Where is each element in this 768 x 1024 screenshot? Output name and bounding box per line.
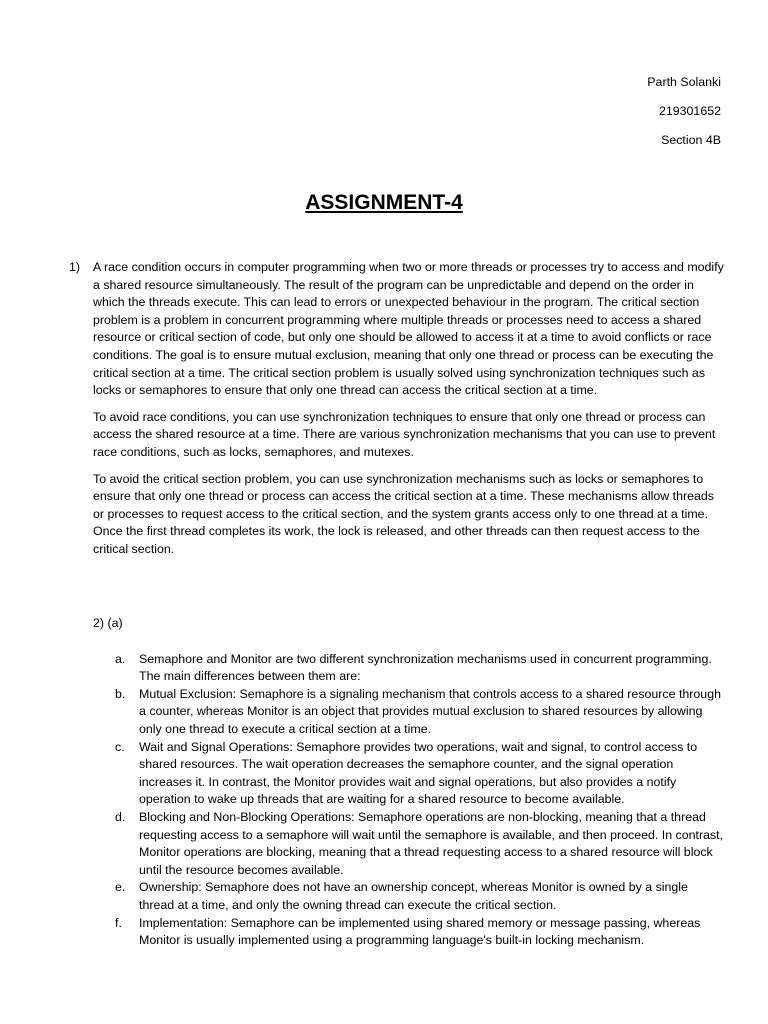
question-2 xyxy=(93,615,725,950)
list-marker: b. xyxy=(115,686,126,701)
question-1-paragraph: A race condition occurs in computer programming when two or more threads or processes try to access and modify a shared resource simultaneously. The result of the program can be unpredictable and depend on the order in which the threads execute. This can lead to errors or unexpected behaviour in the program. The critical section problem is a problem in concurrent programming where multiple threads or processes need to access a shared resource or critical section of code, but only one should be allowed to access it at a time to avoid conflicts or race conditions. The goal is to ensure mutual exclusion, meaning that only one thread or process can be executing the critical section at a time. The critical section problem is usually solved using synchronization techniques such as locks or semaphores to ensure that only one thread can access the critical section at a time. xyxy=(93,260,724,398)
student-id: 219301652 xyxy=(658,104,721,118)
list-item-text: Wait and Signal Operations: Semaphore provides two operations, wait and signal, to control access to shared resources. The wait operation decreases the semaphore counter, and the signal operation increases it. In contrast, the Monitor provides wait and signal operations, but also provides a notify operation to wake up threads that are waiting for a shared resource to become available. xyxy=(139,739,698,807)
question-1-body xyxy=(93,259,725,559)
question-2-label: 2) (a) xyxy=(93,616,123,630)
list-item xyxy=(93,915,725,950)
list-item-text: Ownership: Semaphore does not have an ownership concept, whereas Monitor is owned by a single thread at a time, and only the owning thread can execute the critical section. xyxy=(139,880,688,912)
list-item xyxy=(93,809,725,879)
section-label: Section 4B xyxy=(661,133,721,147)
list-marker: a. xyxy=(115,651,126,666)
question-1-paragraph: To avoid race conditions, you can use synchronization techniques to ensure that only one thread or process can access the shared resource at a time. There are various synchronization mechanisms that you can use to prevent race conditions, such as locks, semaphores, and mutexes. xyxy=(93,409,716,459)
list-item xyxy=(93,686,725,739)
question-1-paragraph: To avoid the critical section problem, you can use synchronization mechanisms such as locks or semaphores to ensure that only one thread or process can access the critical section at a time. These mechanisms allow threads or processes to request access to the critical section, and the system grants access only to one thread at a time. Once the first thread completes its work, the lock is released, and other threads can then request access to the critical section. xyxy=(93,471,714,556)
list-item xyxy=(93,879,725,914)
author-header xyxy=(647,74,721,161)
list-item-text: Blocking and Non-Blocking Operations: Semaphore operations are non-blocking, meaning that a thread requesting access to a semaphore will wait until the semaphore is available, and then proceed. In contrast, Monitor operations are blocking, meaning that a thread requesting access to a shared resource will block until the resource becomes available. xyxy=(139,809,724,877)
list-marker: f. xyxy=(115,915,122,930)
list-item xyxy=(93,739,725,809)
list-marker: d. xyxy=(115,809,126,824)
list-item-text: Implementation: Semaphore can be implemented using shared memory or message passing, whereas Monitor is usually implemented using a programming language's built-in locking mechanism. xyxy=(139,915,701,948)
list-item-text: Mutual Exclusion: Semaphore is a signaling mechanism that controls access to a shared resource through a counter, whereas Monitor is an object that provides mutual exclusion to shared resources by allowing only one thread to execute a critical section at a time. xyxy=(139,686,721,736)
question-1-number: 1) xyxy=(69,260,81,274)
author-name: Parth Solanki xyxy=(647,75,721,89)
list-item-text: Semaphore and Monitor are two different synchronization mechanisms used in concurrent programming. The main differences between them are: xyxy=(139,651,712,684)
list-item xyxy=(93,651,725,686)
question-1 xyxy=(69,259,725,568)
page-title: ASSIGNMENT-4 xyxy=(305,191,463,214)
list-marker: e. xyxy=(115,880,126,895)
list-marker: c. xyxy=(115,739,125,754)
differences-list xyxy=(93,651,725,950)
